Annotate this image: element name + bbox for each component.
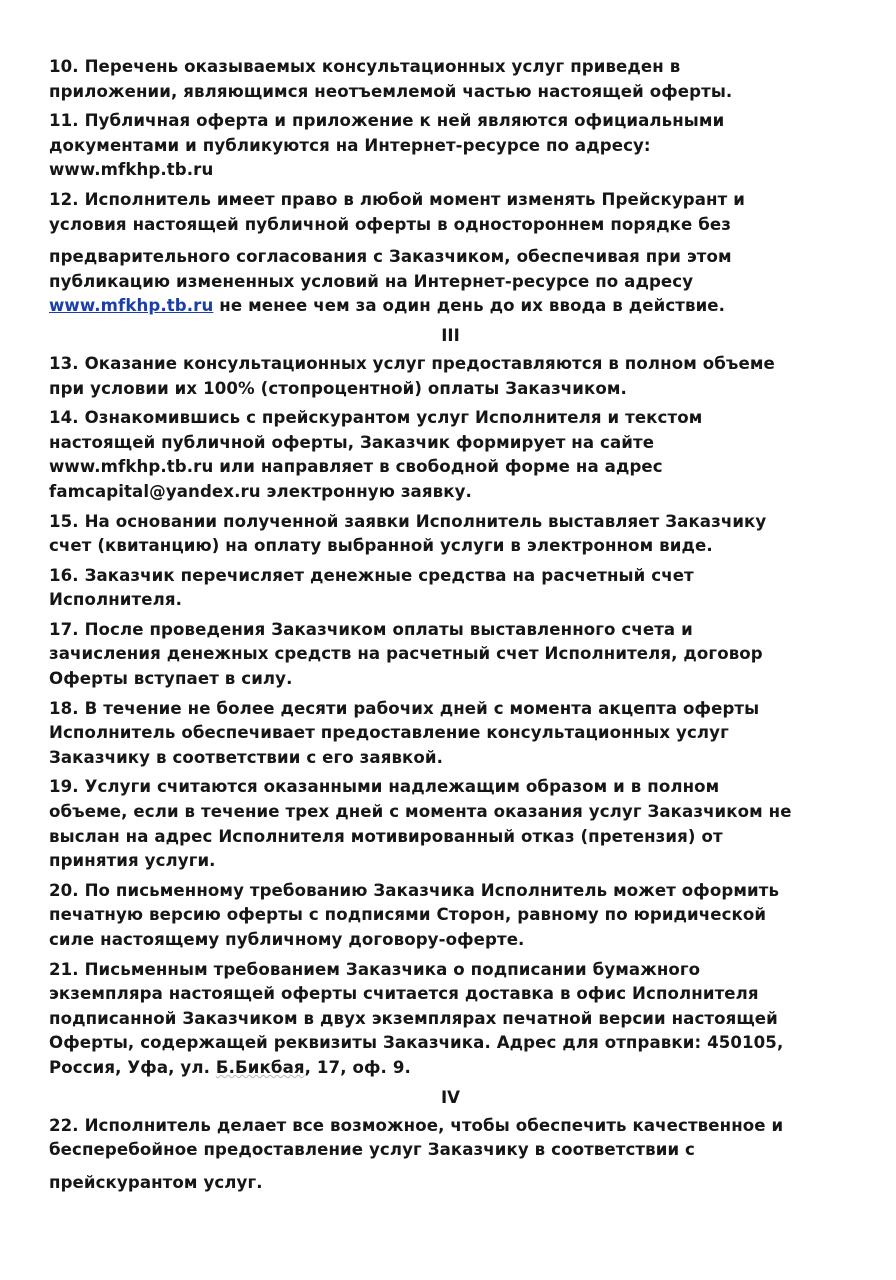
text-line: силе настоящему публичному договору-оферте. — [49, 930, 525, 949]
section-heading-iii: III — [441, 325, 460, 345]
text-line: 13. Оказание консультационных услуг предоставляются в полном объеме — [49, 353, 775, 373]
text-line: 14. Ознакомившись с прейскурантом услуг Исполнителя и текстом — [49, 408, 703, 428]
text-line: 12. Исполнитель имеет право в любой момент изменять Прейскурант и — [49, 189, 745, 209]
text-line: 21. Письменным требованием Заказчика о подписании бумажного — [49, 959, 701, 979]
clause-11 — [49, 109, 852, 183]
section-heading-iv: IV — [440, 1087, 461, 1107]
text-line: 22. Исполнитель делает все возможное, чтобы обеспечить качественное и — [49, 1115, 784, 1135]
text-line: 15. На основании полученной заявки Исполнитель выставляет Заказчику — [49, 511, 767, 531]
clause-18 — [49, 697, 852, 771]
clause-10 — [49, 55, 852, 104]
text-line: Исполнитель обеспечивает предоставление консультационных услуг — [49, 723, 729, 743]
text-line: 19. Услуги считаются оказанными надлежащим образом и в полном — [49, 777, 720, 797]
clause-22 — [49, 1114, 852, 1196]
text-line: объеме, если в течение трех дней с момента оказания услуг Заказчиком не — [49, 802, 792, 822]
clause-15 — [49, 510, 852, 559]
text-line: Оферты, содержащей реквизиты Заказчика. Адрес для отправки: 450105, — [49, 1033, 784, 1053]
text-line: www.mfkhp.tb.ru или направляет в свободной форме на адрес — [49, 457, 663, 477]
text-line: выслан на адрес Исполнителя мотивированный отказ (претензия) от — [49, 826, 723, 846]
text-line: 18. В течение не более десяти рабочих дней с момента акцепта оферты — [49, 698, 760, 718]
text-line: www.mfkhp.tb.ru — [49, 160, 214, 180]
link-tail-text: не менее чем за один день до их ввода в действие. — [213, 296, 726, 316]
text-line — [49, 294, 852, 319]
text-line: предварительного согласования с Заказчиком, обеспечивая при этом — [49, 247, 732, 267]
clause-20 — [49, 879, 852, 953]
text-line: 17. После проведения Заказчиком оплаты выставленного счета и — [49, 619, 693, 639]
text-line: приложении, являющимся неотъемлемой частью настоящей оферты. — [49, 81, 733, 101]
website-link[interactable]: www.mfkhp.tb.ru — [49, 296, 214, 316]
text-line: Оферты вступает в силу. — [49, 669, 293, 689]
text-line: бесперебойное предоставление услуг Заказчику в соответствии с — [49, 1140, 695, 1160]
clause-21 — [49, 958, 852, 1081]
spellcheck-marked-word: Б.Бикбая — [215, 1057, 305, 1077]
text-line: печатную версию оферты с подписями Сторон, равному по юридической — [49, 905, 767, 925]
text-line: условия настоящей публичной оферты в одностороннем порядке без — [49, 214, 732, 234]
clause-17 — [49, 618, 852, 692]
clause-13 — [49, 352, 852, 401]
text-line: 16. Заказчик перечисляет денежные средства на расчетный счет — [49, 565, 694, 585]
text-line: принятия услуги. — [49, 851, 216, 871]
text-line: экземпляра настоящей оферты считается доставка в офис Исполнителя — [49, 984, 759, 1004]
text-line: Исполнителя. — [49, 590, 183, 610]
clause-16 — [49, 564, 852, 613]
text-line: 11. Публичная оферта и приложение к ней являются официальными — [49, 111, 725, 131]
address-suffix: , 17, оф. 9. — [304, 1057, 411, 1077]
clause-14 — [49, 406, 852, 504]
text-line: при условии их 100% (стопроцентной) оплаты Заказчиком. — [49, 378, 627, 398]
text-line: 20. По письменному требованию Заказчика Исполнитель может оформить — [49, 880, 780, 900]
text-line: Заказчику в соответствии с его заявкой. — [49, 747, 444, 767]
clause-12 — [49, 188, 852, 319]
text-line — [49, 1056, 852, 1081]
text-line: счет (квитанцию) на оплату выбранной услуги в электронном виде. — [49, 536, 713, 556]
text-line: зачисления денежных средств на расчетный счет Исполнителя, договор — [49, 644, 763, 664]
text-line: публикацию измененных условий на Интернет-ресурсе по адресу — [49, 271, 694, 291]
text-line: 10. Перечень оказываемых консультационных услуг приведен в — [49, 57, 681, 76]
text-line: famcapital@yandex.ru электронную заявку. — [49, 481, 472, 501]
text-line: подписанной Заказчиком в двух экземплярах печатной версии настоящей — [49, 1008, 778, 1028]
text-line: документами и публикуются на Интернет-ресурсе по адресу: — [49, 135, 651, 155]
clause-19 — [49, 775, 852, 873]
text-line: прейскурантом услуг. — [49, 1172, 263, 1192]
address-prefix: Россия, Уфа, ул. — [49, 1057, 216, 1077]
text-line: настоящей публичной оферты, Заказчик формирует на сайте — [49, 432, 655, 452]
